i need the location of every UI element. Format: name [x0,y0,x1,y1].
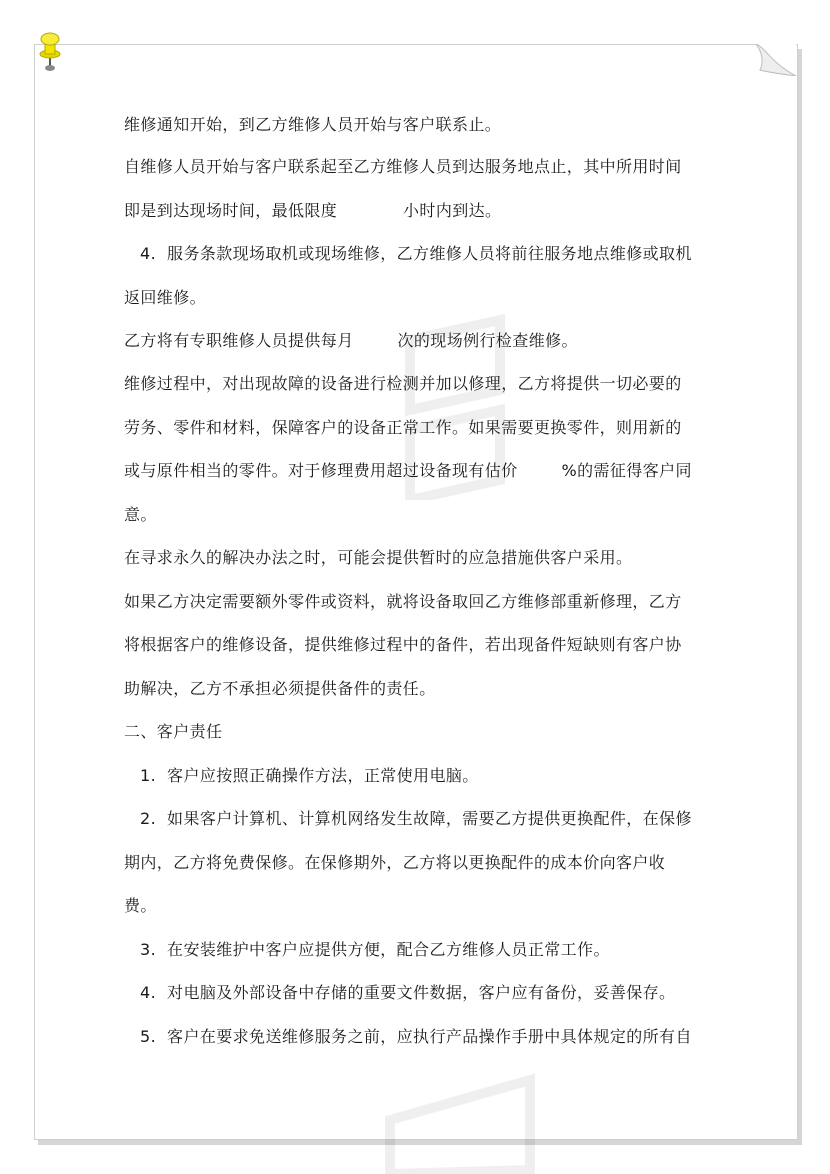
text-line: 助解决，乙方不承担必须提供备件的责任。 [124,679,436,698]
text-line: 期内，乙方将免费保修。在保修期外，乙方将以更换配件的成本价向客户收 [124,853,666,872]
text-line: 维修通知开始，到乙方维修人员开始与客户联系止。 [124,115,502,134]
watermark-icon [370,1060,550,1174]
text-line: 4. 服务条款现场取机或现场维修，乙方维修人员将前往服务地点维修或取机 [140,244,692,263]
text-line: 将根据客户的维修设备，提供维修过程中的备件，若出现备件短缺则有客户协 [124,635,682,654]
text-line: 维修过程中，对出现故障的设备进行检测并加以修理，乙方将提供一切必要的 [124,374,682,393]
text-line: 费。 [124,896,157,915]
text-line: 3. 在安装维护中客户应提供方便，配合乙方维修人员正常工作。 [140,940,610,959]
text-line: 即是到达现场时间，最低限度 小时内到达。 [124,201,502,220]
pushpin-icon [36,30,64,72]
text-line: 劳务、零件和材料，保障客户的设备正常工作。如果需要更换零件，则用新的 [124,418,682,437]
text-line: 意。 [124,505,157,524]
text-line: 返回维修。 [124,288,207,307]
section-heading: 二、客户责任 [124,722,223,741]
text-line: 1. 客户应按照正确操作方法，正常使用电脑。 [140,766,479,785]
text-line: 5. 客户在要求免送维修服务之前，应执行产品操作手册中具体规定的所有自 [140,1027,692,1046]
text-line: 自维修人员开始与客户联系起至乙方维修人员到达服务地点止，其中所用时间 [124,157,682,176]
text-line: 2. 如果客户计算机、计算机网络发生故障，需要乙方提供更换配件，在保修 [140,809,692,828]
text-line: 或与原件相当的零件。对于修理费用超过设备现有估价 %的需征得客户同 [124,461,692,480]
page-curl-icon [756,44,796,76]
text-line: 4. 对电脑及外部设备中存储的重要文件数据，客户应有备份，妥善保存。 [140,983,676,1002]
text-line: 在寻求永久的解决办法之时，可能会提供暂时的应急措施供客户采用。 [124,548,633,567]
text-line: 如果乙方决定需要额外零件或资料，就将设备取回乙方维修部重新修理，乙方 [124,592,682,611]
text-line: 乙方将有专职维修人员提供每月 次的现场例行检查维修。 [124,331,578,350]
